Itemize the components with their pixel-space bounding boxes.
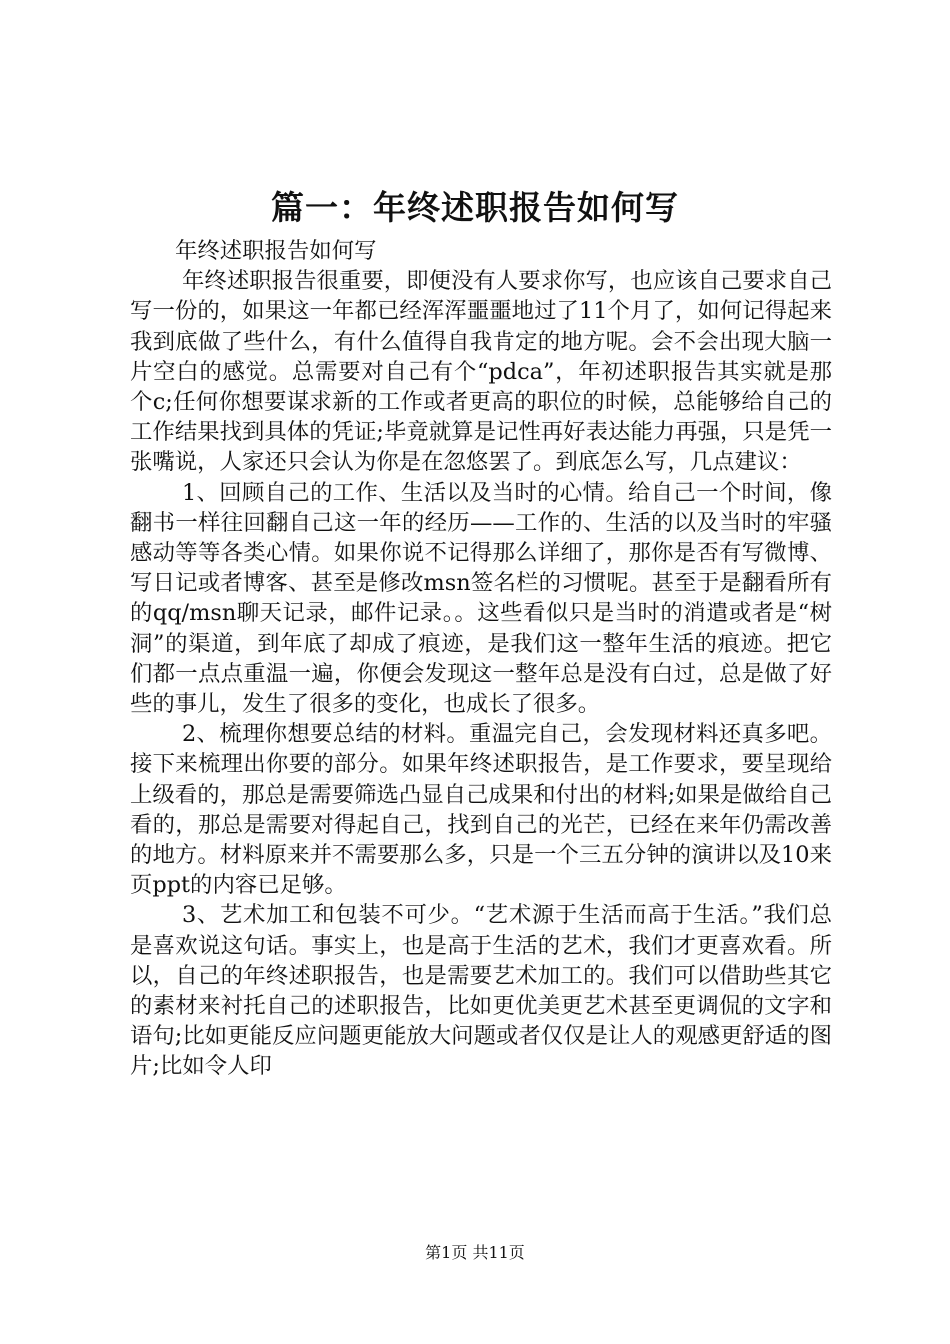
document-subtitle: 年终述职报告如何写 xyxy=(175,238,377,264)
document-title: 篇一：年终述职报告如何写 xyxy=(271,188,679,227)
page-number-footer: 第1页 共11页 xyxy=(425,1243,525,1262)
paragraph-point-3: 3、艺术加工和包装不可少。“艺术源于生活而高于生活。”我们总是喜欢说这句话。事实上，也是高于生活的艺术，我们才更喜欢看。所以，自己的年终述职报告，也是需要艺术加工的。我们可以借助些其它的素材来衬托自己的述职报告，比如更优美更艺术甚至更调侃的文字和语句;比如更能反应问题更能放大问题或者仅仅是让人的观感更舒适的图片;比如令人印 xyxy=(130,902,832,1080)
paragraph-point-2: 2、梳理你想要总结的材料。重温完自己，会发现材料还真多吧。接下来梳理出你要的部分。如果年终述职报告，是工作要求，要呈现给上级看的，那总是需要筛选凸显自己成果和付出的材料;如果是做给自己看的，那总是需要对得起自己，找到自己的光芒，已经在来年仍需改善的地方。材料原来并不需要那么多，只是一个三五分钟的演讲以及10来页ppt的内容已足够。 xyxy=(130,721,832,899)
paragraph-point-1: 1、回顾自己的工作、生活以及当时的心情。给自己一个时间，像翻书一样往回翻自己这一年的经历——工作的、生活的以及当时的牢骚感动等等各类心情。如果你说不记得那么详细了，那你是否有写微博、写日记或者博客、甚至是修改msn签名栏的习惯呢。甚至于是翻看所有的qq/msn聊天记录，邮件记录。。这些看似只是当时的消遣或者是“树洞”的渠道，到年底了却成了痕迹，是我们这一整年生活的痕迹。把它们都一点点重温一遍，你便会发现这一整年总是没有白过，总是做了好些的事儿，发生了很多的变化，也成长了很多。 xyxy=(130,479,832,718)
document-body xyxy=(130,236,832,1082)
paragraph-intro: 年终述职报告很重要，即便没有人要求你写，也应该自己要求自己写一份的，如果这一年都已经浑浑噩噩地过了11个月了，如何记得起来我到底做了些什么，有什么值得自我肯定的地方呢。会不会出现大脑一片空白的感觉。总需要对自己有个“pdca”，年初述职报告其实就是那个c;任何你想要谋求新的工作或者更高的职位的时候，总能够给自己的工作结果找到具体的凭证;毕竟就算是记性再好表达能力再强，只是凭一张嘴说，人家还只会认为你是在忽悠罢了。到底怎么写，几点建议： xyxy=(130,268,832,476)
